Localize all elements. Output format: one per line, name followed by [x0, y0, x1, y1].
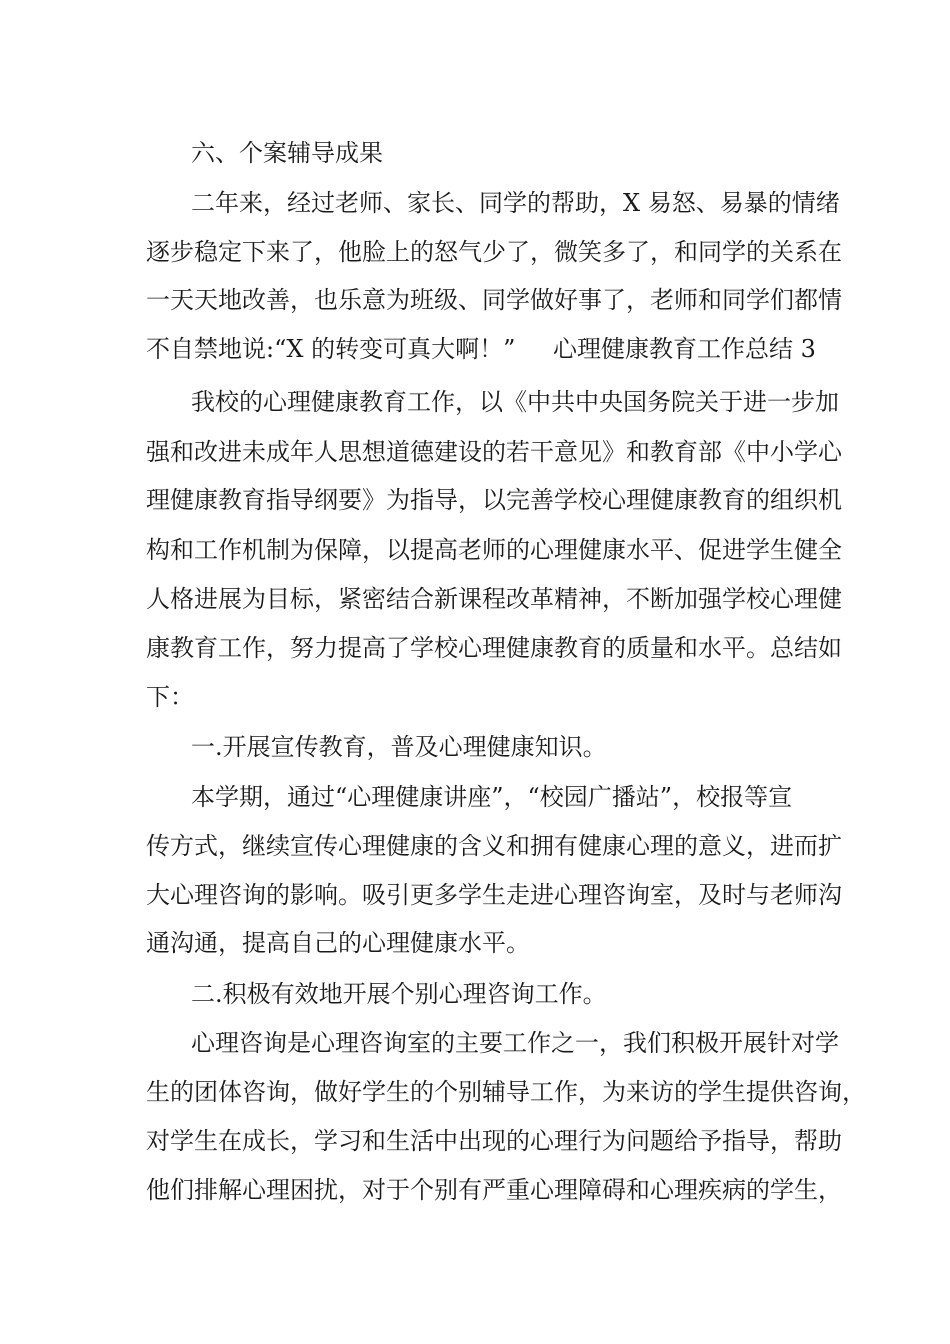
paragraph-line	[0, 579, 950, 619]
paragraph-line-text: 对学生在成长，学习和生活中出现的心理行为问题给予指导，帮助	[146, 1127, 842, 1155]
paragraph-line	[0, 432, 950, 472]
paragraph-line	[0, 280, 950, 320]
paragraph-line-text: 传方式，继续宣传心理健康的含义和拥有健康心理的意义，进而扩	[146, 832, 842, 860]
paragraph-line	[0, 628, 950, 668]
paragraph-line-text: 康教育工作，努力提高了学校心理健康教育的质量和水平。总结如	[146, 634, 842, 662]
paragraph-line-text: 他们排解心理困扰，对于个别有严重心理障碍和心理疾病的学生，	[146, 1176, 842, 1204]
section-heading	[0, 133, 950, 173]
paragraph-line-text: 大心理咨询的影响。吸引更多学生走进心理咨询室，及时与老师沟	[146, 881, 842, 909]
paragraph-line	[0, 480, 950, 520]
paragraph-line-text: 二年来，经过老师、家长、同学的帮助，X 易怒、易暴的情绪	[191, 189, 840, 217]
paragraph-line-text: 下：	[146, 683, 194, 711]
paragraph-line-text: 我校的心理健康教育工作，以《中共中央国务院关于进一步加	[191, 388, 839, 416]
paragraph-line	[0, 530, 950, 570]
paragraph-line-text: 构和工作机制为保障，以提高老师的心理健康水平、促进学生健全	[146, 536, 842, 564]
paragraph-line	[0, 382, 950, 422]
document-title: 心理健康教育工作总结 3	[553, 335, 816, 363]
paragraph-line-text: 生的团体咨询，做好学生的个别辅导工作，为来访的学生提供咨询，	[146, 1078, 866, 1106]
paragraph-line-text: 理健康教育指导纲要》为指导，以完善学校心理健康教育的组织机	[146, 486, 842, 514]
paragraph-line-text: 本学期，通过“心理健康讲座”，“校园广播站”，校报等宣	[191, 783, 793, 811]
paragraph-line	[0, 777, 950, 817]
paragraph-line-text: 人格进展为目标，紧密结合新课程改革精神，不断加强学校心理健	[146, 585, 842, 613]
paragraph-line	[0, 232, 950, 272]
paragraph-line-text: 心理咨询是心理咨询室的主要工作之一，我们积极开展针对学	[191, 1029, 839, 1057]
section-heading-text: 二.积极有效地开展个别心理咨询工作。	[191, 980, 607, 1008]
paragraph-line	[0, 1121, 950, 1161]
section-heading	[0, 727, 950, 767]
paragraph-line	[0, 329, 950, 369]
paragraph-line	[0, 826, 950, 866]
paragraph-line	[0, 1072, 950, 1112]
paragraph-line-text: 一天天地改善，也乐意为班级、同学做好事了，老师和同学们都情	[146, 286, 842, 314]
paragraph-line	[0, 677, 950, 717]
paragraph-line-text: 通沟通，提高自己的心理健康水平。	[146, 929, 530, 957]
paragraph-line-text: 不自禁地说:“X 的转变可真大啊！”	[146, 335, 516, 363]
paragraph-line	[0, 1023, 950, 1063]
section-heading-text: 六、个案辅导成果	[191, 139, 383, 167]
paragraph-line-text: 强和改进未成年人思想道德建设的若干意见》和教育部《中小学心	[146, 438, 842, 466]
paragraph-line	[0, 1170, 950, 1210]
paragraph-line	[0, 875, 950, 915]
paragraph-line-text: 逐步稳定下来了，他脸上的怒气少了，微笑多了，和同学的关系在	[146, 238, 842, 266]
section-heading-text: 一.开展宣传教育，普及心理健康知识。	[191, 733, 607, 761]
section-heading	[0, 974, 950, 1014]
paragraph-line	[0, 923, 950, 963]
paragraph-line	[0, 183, 950, 223]
